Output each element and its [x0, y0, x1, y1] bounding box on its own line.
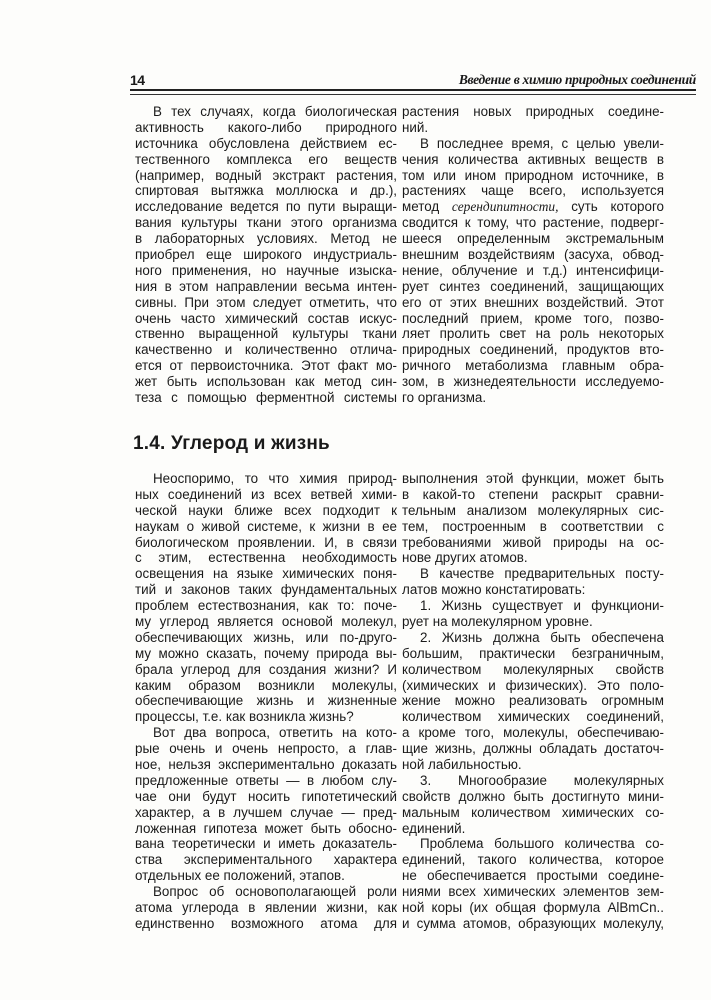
text-line: шееся определенным экстремальным: [402, 231, 664, 247]
text-line: вана теоретически и иметь доказатель-: [135, 836, 397, 852]
top-right-column: [402, 104, 664, 406]
text-line: каким образом возникли молекулы,: [135, 677, 397, 693]
text-line: щие жизнь, должны обладать достаточ-: [402, 741, 664, 757]
text-line: количеством химических соединений,: [402, 709, 664, 725]
text-line: вания культуры ткани этого организма: [135, 215, 397, 231]
text-line: ний.: [402, 119, 429, 135]
text-line: латов можно констатировать:: [402, 582, 586, 598]
text-line: в лабораторных условиях. Метод не: [135, 231, 397, 247]
italic-term: серендипитности,: [451, 199, 559, 215]
text-line: ложенная гипотеза может быть обосно-: [135, 820, 397, 836]
text-line: ческой науки ближе всех подходит к: [135, 502, 397, 518]
text-line: источника обусловлена действием ес-: [135, 135, 397, 151]
text-line: природных соединений, продуктов вто-: [402, 342, 664, 358]
text-line: ния в этом направлении весьма интен-: [135, 278, 397, 294]
text-line: (например, водный экстракт растения,: [135, 167, 397, 183]
text-line: последний прием, кроме того, позво-: [402, 310, 664, 326]
text-line: ниями всех химических элементов зем-: [402, 884, 664, 900]
text-line: Вот два вопроса, ответить на кото-: [153, 725, 397, 741]
text-line: тем, построенным в соответствии с: [402, 518, 664, 534]
text-line: очень часто химический состав искус-: [135, 310, 397, 326]
text-line: обеспечивающих жизнь, или по-друго-: [135, 629, 397, 645]
text-line: наукам о живой системе, к жизни в ее: [135, 518, 397, 534]
bottom-right-column: [402, 471, 664, 932]
top-left-column: [135, 104, 397, 406]
text-line: рует на молекулярном уровне.: [402, 614, 593, 630]
text-line: жение можно реализовать огромным: [402, 693, 664, 709]
text-line: [402, 199, 664, 215]
text-line: рует синтез соединений, защищающих: [402, 278, 664, 294]
text-line: нове других атомов.: [402, 550, 528, 566]
text-line: тельным анализом молекулярных сис-: [402, 502, 664, 518]
text-line: му можно сказать, почему природа вы-: [135, 645, 397, 661]
text-line: ется от первоисточника. Этот факт мо-: [135, 358, 397, 374]
text-line: 1. Жизнь существует и функциони-: [420, 598, 664, 614]
text-line: брала углерод для создания жизни? И: [135, 661, 397, 677]
text-line: го организма.: [402, 390, 487, 406]
text-line: чения количества активных веществ в: [402, 151, 664, 167]
text-line: большим, практически безграничным,: [402, 645, 664, 661]
text-line: растениях чаще всего, используется: [402, 183, 664, 199]
text-line: му углерод является основой молекул,: [135, 614, 397, 630]
text-line: единений, такого количества, которое: [402, 852, 664, 868]
text-line: жет быть использован как метод син-: [135, 374, 397, 390]
text-line: биологическом проявлении. И, в связи: [135, 534, 397, 550]
text-line: приобрел еще широкого индустриаль-: [135, 247, 397, 263]
text-line: зом, в жизнедеятельности исследуемо-: [402, 374, 664, 390]
section-heading: 1.4. Углерод и жизнь: [133, 433, 330, 454]
text-line: свойств должно быть достигнуто мини-: [402, 788, 664, 804]
text-line: (химических и физических). Это поло-: [402, 677, 664, 693]
text-line: В качестве предварительных посту-: [420, 566, 664, 582]
header-rule-thick: [130, 89, 696, 91]
text-line: обеспечивающие жизнь и жизненные: [135, 693, 397, 709]
bottom-left-column: [135, 471, 397, 932]
text-line: теза с помощью ферментной системы: [135, 390, 397, 406]
text-line: нение, облучение и т.д.) интенсифици-: [402, 262, 664, 278]
text-line: атома углерода в явлении жизни, как: [135, 900, 397, 916]
page-number: 14: [130, 72, 145, 88]
text-fragment: метод: [402, 199, 452, 215]
text-line: исследование ведется по пути выращи-: [135, 199, 397, 215]
text-line: ной коры (их общая формула AlBmCn..: [402, 900, 664, 916]
text-line: активность какого-либо природного: [135, 119, 397, 135]
text-line: ляет пролить свет на роль некоторых: [402, 326, 664, 342]
text-line: а кроме того, молекулы, обеспечиваю-: [402, 725, 664, 741]
text-fragment: суть которого: [558, 199, 664, 215]
text-line: ных соединений из всех ветвей хими-: [135, 486, 397, 502]
text-line: требованиями живой природы на ос-: [402, 534, 664, 550]
page-header: [130, 72, 696, 88]
text-line: и сумма атомов, образующих молекулу,: [402, 915, 664, 931]
text-line: спиртовая вытяжка моллюска и др.),: [135, 183, 397, 199]
text-line: том или ином природном источнике, в: [402, 167, 664, 183]
text-line: ной лабильностью.: [402, 757, 522, 773]
text-line: мальным количеством химических со-: [402, 804, 664, 820]
text-line: Вопрос об основополагающей роли: [153, 884, 397, 900]
text-line: сводится к тому, что растение, подверг-: [402, 215, 664, 231]
text-line: чае они будут носить гипотетический: [135, 788, 397, 804]
text-line: Проблема большого количества со-: [420, 836, 664, 852]
text-line: 2. Жизнь должна быть обеспечена: [420, 629, 664, 645]
text-line: сивны. При этом следует отметить, что: [135, 294, 397, 310]
text-line: единственно возможного атома для: [135, 915, 397, 931]
text-line: освещения на языке химических поня-: [135, 566, 397, 582]
text-line: ственно выращенной культуры ткани: [135, 326, 397, 342]
text-line: В последнее время, с целью увели-: [420, 135, 664, 151]
text-line: ное, нельзя экспериментально доказать: [135, 757, 397, 773]
text-line: количеством молекулярных свойств: [402, 661, 664, 677]
text-line: ства экспериментального характера: [135, 852, 397, 868]
text-line: в какой-то степени раскрыт сравни-: [402, 486, 664, 502]
text-line: Неоспоримо, то что химия природ-: [153, 471, 397, 486]
text-line: растения новых природных соедине-: [402, 104, 664, 119]
text-line: не обеспечивается простыми соедине-: [402, 868, 664, 884]
text-line: процессы, т.е. как возникла жизнь?: [135, 709, 354, 725]
running-title: Введение в химию природных соединений: [458, 72, 696, 87]
text-line: выполнения этой функции, может быть: [402, 471, 664, 486]
text-line: тественного комплекса его веществ: [135, 151, 397, 167]
text-line: рые очень и очень непросто, а глав-: [135, 741, 397, 757]
text-line: его от этих внешних воздействий. Этот: [402, 294, 664, 310]
text-line: тий и законов таких фундаментальных: [135, 582, 397, 598]
text-line: 3. Многообразие молекулярных: [420, 772, 664, 788]
text-line: проблем естествознания, как то: поче-: [135, 598, 397, 614]
header-rule-thin: [130, 94, 696, 95]
text-line: внешним воздействиям (засуха, обвод-: [402, 247, 664, 263]
text-line: предложенные ответы — в любом слу-: [135, 772, 397, 788]
text-line: единений.: [402, 820, 466, 836]
text-line: с этим, естественна необходимость: [135, 550, 397, 566]
text-line: характер, а в лучшем случае — пред-: [135, 804, 397, 820]
text-line: В тех случаях, когда биологическая: [153, 104, 397, 119]
text-line: ного применения, но научные изыска-: [135, 262, 397, 278]
text-line: ричного метаболизма главным обра-: [402, 358, 664, 374]
text-line: отдельных ее положений, этапов.: [135, 868, 345, 884]
text-line: качественно и количественно отлича-: [135, 342, 397, 358]
